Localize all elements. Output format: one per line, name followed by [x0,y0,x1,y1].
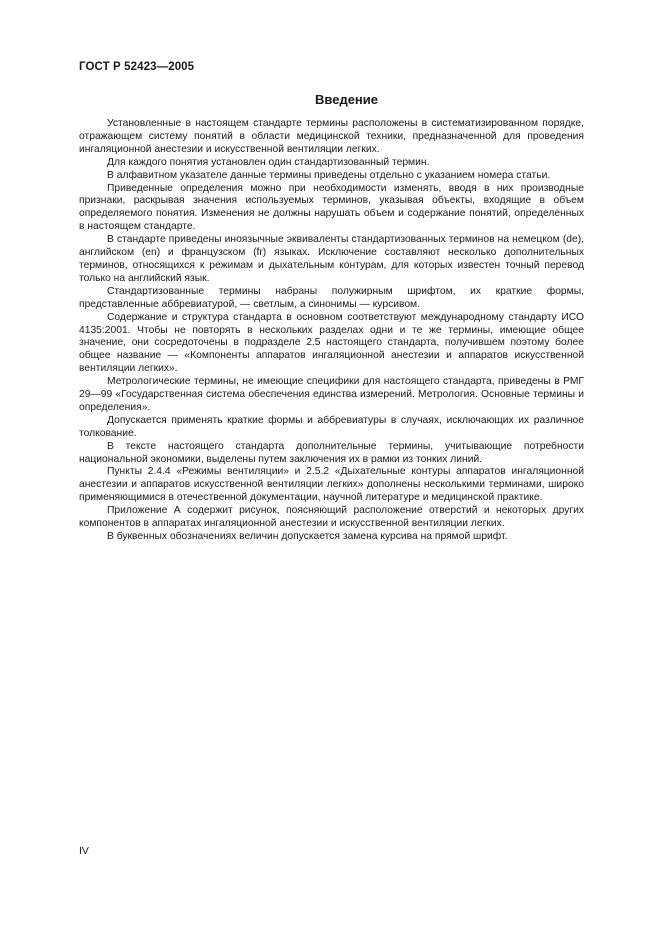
document-header: ГОСТ Р 52423—2005 [79,61,195,73]
paragraph: Пункты 2.4.4 «Режимы вентиляции» и 2.5.2 «Дыхательные контуры аппаратов ингаляционной анестезии и аппаратов искусственной вентиляции легких» дополнены несколькими терминами, широко применяющимися в отечественной документации, научной литературе и медицинской практике. [79,466,584,504]
page-number: IV [79,845,89,857]
paragraph: Для каждого понятия установлен один стандартизованный термин. [107,156,430,168]
paragraph: В тексте настоящего стандарта дополнительные термины, учитывающие потребности национальной экономики, выделены путем заключения их в рамки из тонких линий. [79,440,584,465]
paragraph: В алфавитном указателе данные термины приведены отдельно с указанием номера статьи. [107,169,551,181]
paragraph: Содержание и структура стандарта в основном соответствуют международному стандарту ИСО 4135:2001. Чтобы не повторять в нескольких разделах одни и те же термины, имеющие общее значение, они сосредоточены в подразделе 2.5 настоящего стандарта, получившем поэтому более общее название — «Компоненты аппаратов ингаляционной анестезии и аппаратов искусственной вентиляции легких». [79,311,584,375]
paragraph: Установленные в настоящем стандарте термины расположены в систематизированном порядке, отражающем систему понятий в области медицинской техники, предназначенной для проведения ингаляционной анестезии и искусственной вентиляции легких. [79,118,584,155]
paragraph: Стандартизованные термины набраны полужирным шрифтом, их краткие формы, представленные аббревиатурой, — светлым, а синонимы — курсивом. [79,285,584,310]
paragraph: Приложение А содержит рисунок, поясняющий расположение отверстий и некоторых других компонентов в аппаратах ингаляционной анестезии и искусственной вентиляции легких. [79,505,584,530]
paragraph: В буквенных обозначениях величин допускается замена курсива на прямой шрифт. [107,531,508,542]
introduction-body [79,118,584,544]
paragraph: Приведенные определения можно при необходимости изменять, вводя в них производные признаки, раскрывая значения используемых терминов, указывая объекты, входящие в объем определяемого понятия. Изменения не должны нарушать объем и содержание понятий, определенных в настоящем стандарте. [79,182,584,233]
section-title: Введение [315,92,378,107]
paragraph: Допускается применять краткие формы и аббревиатуры в случаях, исключающих их различное толкование. [79,414,584,439]
paragraph: Метрологические термины, не имеющие специфики для настоящего стандарта, приведены в РМГ 29—99 «Государственная система обеспечения единства измерений. Метрология. Основные термины и определения». [79,376,584,413]
paragraph: В стандарте приведены иноязычные эквиваленты стандартизованных терминов на немецком (de), английском (en) и французском (fr) языках. Исключение составляют несколько дополнительных терминов, относящихся к режимам и дыхательным контурам, для которых известен точный перевод только на английский язык. [79,234,584,284]
